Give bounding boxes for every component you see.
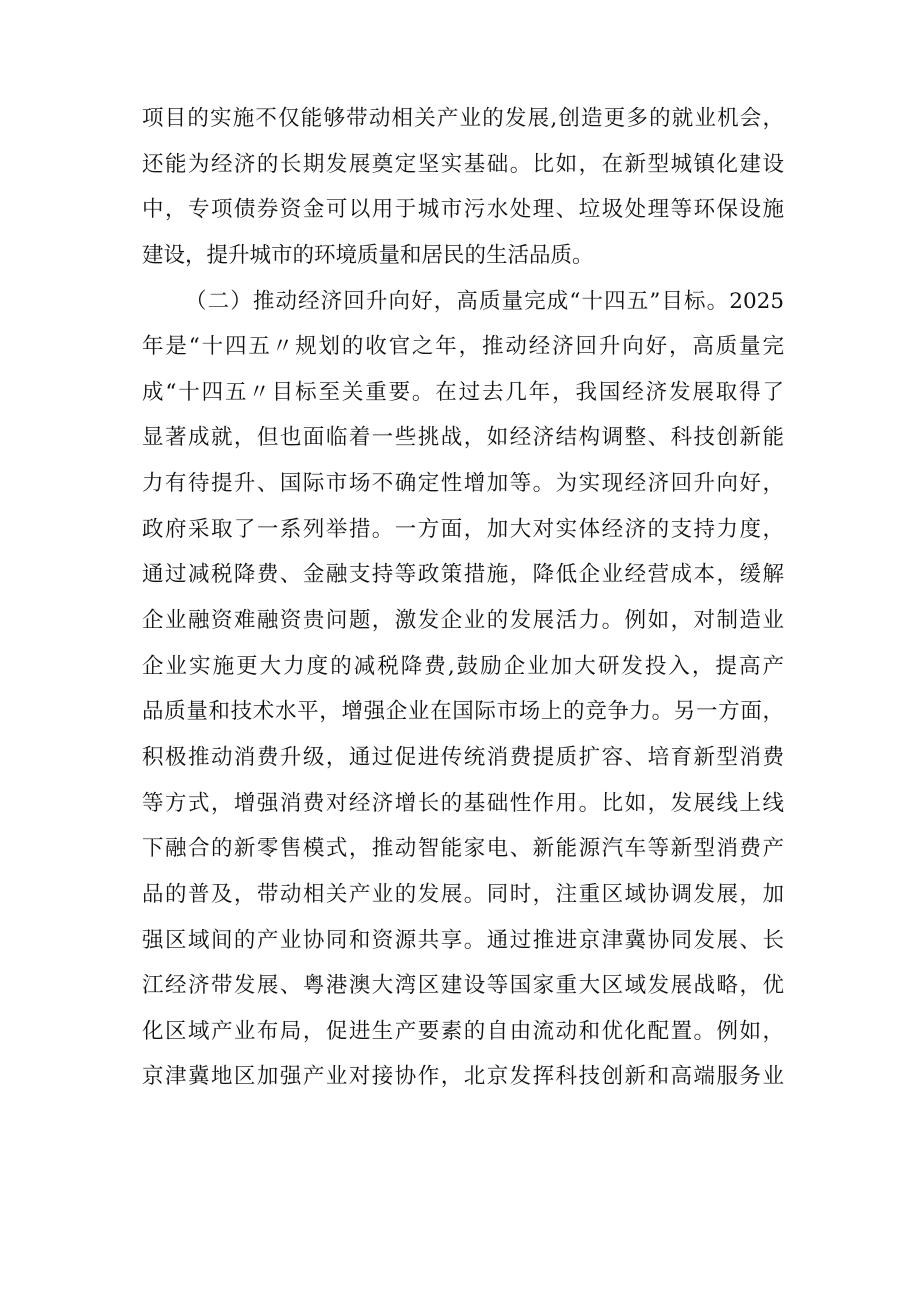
text-line: 强区域间的产业协同和资源共享。通过推进京津冀协同发展、长	[142, 927, 784, 953]
text-line: 成“十四五〃目标至关重要。在过去几年，我国经济发展取得了	[142, 379, 784, 405]
text-line: 中，专项债券资金可以用于城市污水处理、垃圾处理等环保设施	[142, 197, 784, 223]
text-line: 通过减税降费、金融支持等政策措施，降低企业经营成本，缓解	[142, 562, 784, 588]
text-line: 企业融资难融资贵问题，激发企业的发展活力。例如，对制造业	[142, 608, 784, 634]
paragraph-2	[142, 279, 784, 1101]
section-heading-line: （二）推动经济回升向好，高质量完成“十四五”目标。2025	[185, 288, 784, 314]
text-line: 政府采取了一系列举措。一方面，加大对实体经济的支持力度，	[142, 516, 784, 542]
text-line: 年是“十四五〃规划的收官之年，推动经济回升向好，高质量完	[142, 334, 784, 360]
text-line: 京津冀地区加强产业对接协作，北京发挥科技创新和高端服务业	[142, 1064, 784, 1090]
paragraph-1	[142, 96, 784, 279]
text-line: 化区域产业布局，促进生产要素的自由流动和优化配置。例如，	[142, 1018, 784, 1044]
text-line: 显著成就，但也面临着一些挑战，如经济结构调整、科技创新能	[142, 425, 784, 451]
text-line: 品质量和技术水平，增强企业在国际市场上的竞争力。另一方面，	[142, 699, 784, 725]
text-line: 力有待提升、国际市场不确定性增加等。为实现经济回升向好，	[142, 471, 784, 497]
text-line: 江经济带发展、粤港澳大湾区建设等国家重大区域发展战略，优	[142, 973, 784, 999]
text-line: 还能为经济的长期发展奠定坚实基础。比如，在新型城镇化建设	[142, 151, 784, 177]
text-line: 品的普及，带动相关产业的发展。同时，注重区域协调发展，加	[142, 881, 784, 907]
text-line: 积极推动消费升级，通过促进传统消费提质扩容、培育新型消费	[142, 744, 784, 770]
text-line: 下融合的新零售模式，推动智能家电、新能源汽车等新型消费产	[142, 836, 784, 862]
body-text	[142, 96, 784, 1100]
text-line: 企业实施更大力度的减税降费,鼓励企业加大研发投入，提高产	[142, 653, 784, 679]
text-line: 项目的实施不仅能够带动相关产业的发展,创造更多的就业机会，	[142, 106, 784, 131]
text-line: 建设，提升城市的环境质量和居民的生活品质。	[142, 242, 594, 268]
text-line: 等方式，增强消费对经济增长的基础性作用。比如，发展线上线	[142, 790, 784, 816]
